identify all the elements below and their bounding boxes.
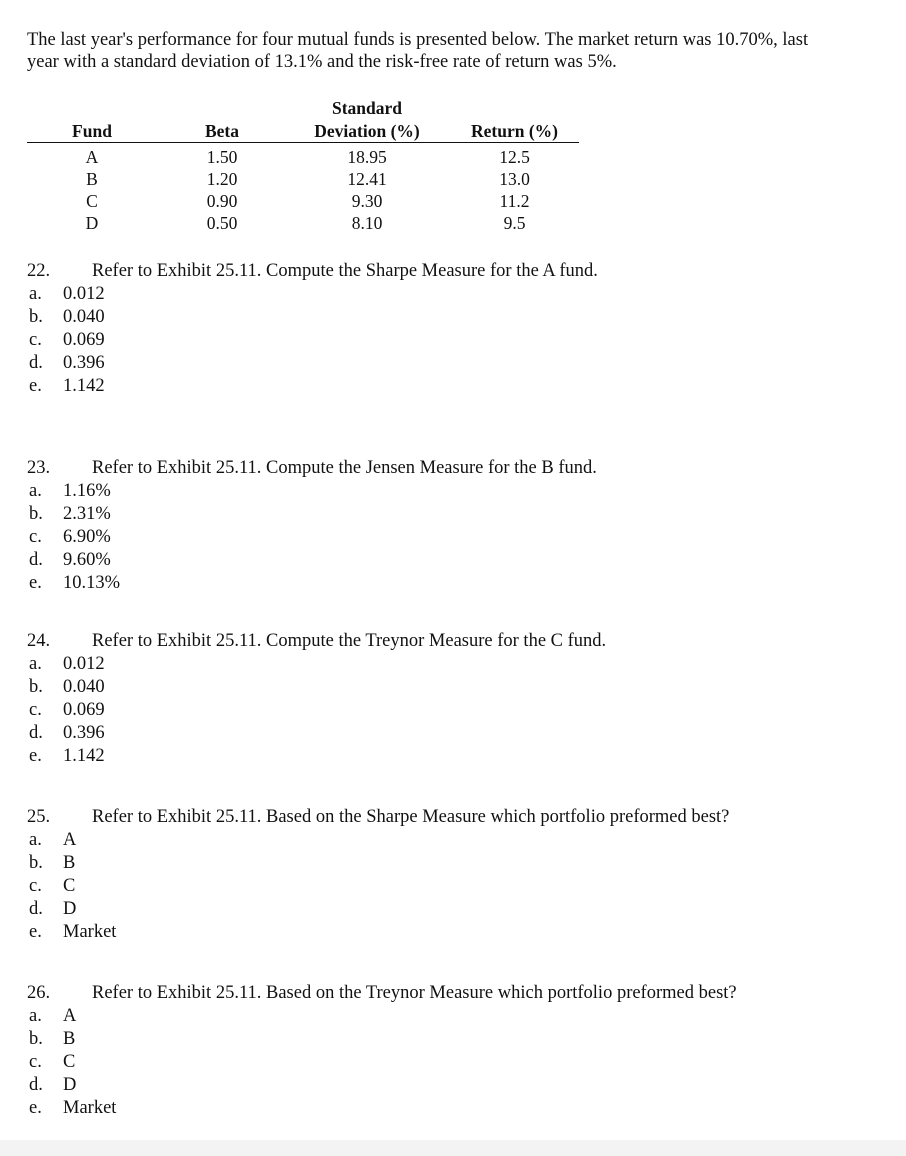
- option-letter: d.: [29, 723, 43, 743]
- header-divider: [27, 142, 579, 143]
- intro-paragraph: [27, 29, 877, 73]
- option-answer: A: [63, 830, 77, 850]
- header-sd-line-1: Standard: [331, 98, 403, 118]
- question-number: 26.: [27, 983, 51, 1003]
- option-answer: 0.069: [63, 700, 105, 720]
- option-answer: 0.012: [63, 654, 105, 674]
- option-letter: c.: [29, 1052, 42, 1072]
- option-answer: 2.31%: [63, 504, 111, 524]
- option-letter: a.: [29, 830, 42, 850]
- cell-return: 9.5: [503, 213, 526, 233]
- option-letter: b.: [29, 677, 43, 697]
- question-text: Refer to Exhibit 25.11. Based on the Sharpe Measure which portfolio preformed best?: [92, 807, 730, 827]
- question-number: 23.: [27, 458, 51, 478]
- option-answer: 10.13%: [63, 573, 121, 593]
- option-letter: e.: [29, 573, 42, 593]
- question-number: 24.: [27, 631, 51, 651]
- option-answer: B: [63, 853, 76, 873]
- option-answer: B: [63, 1029, 76, 1049]
- option-letter: d.: [29, 899, 43, 919]
- option-letter: e.: [29, 746, 42, 766]
- cell-sd: 9.30: [351, 191, 383, 211]
- cell-beta: 1.50: [206, 147, 238, 167]
- cell-sd: 8.10: [351, 213, 383, 233]
- option-answer: 1.16%: [63, 481, 111, 501]
- question-text: Refer to Exhibit 25.11. Compute the Treynor Measure for the C fund.: [92, 631, 607, 651]
- option-answer: 9.60%: [63, 550, 111, 570]
- cell-fund: C: [86, 191, 98, 211]
- option-letter: e.: [29, 376, 42, 396]
- intro-line-2: year with a standard deviation of 13.1% and the risk-free rate of return was 5%.: [27, 52, 617, 72]
- option-letter: c.: [29, 700, 42, 720]
- option-letter: e.: [29, 1098, 42, 1118]
- cell-beta: 0.50: [206, 213, 238, 233]
- option-letter: c.: [29, 330, 42, 350]
- cell-fund: B: [86, 169, 98, 189]
- cell-return: 12.5: [499, 147, 530, 167]
- question-number: 22.: [27, 261, 51, 281]
- option-letter: a.: [29, 1006, 42, 1026]
- header-fund: Fund: [72, 121, 112, 141]
- cell-return: 11.2: [499, 191, 530, 211]
- option-answer: 0.396: [63, 353, 105, 373]
- option-answer: 0.040: [63, 307, 105, 327]
- option-answer: A: [63, 1006, 77, 1026]
- cell-sd: 18.95: [347, 147, 387, 167]
- header-sd-line-2: Deviation (%): [314, 121, 420, 141]
- option-answer: 0.396: [63, 723, 105, 743]
- question-text: Refer to Exhibit 25.11. Compute the Jensen Measure for the B fund.: [92, 458, 597, 478]
- option-letter: c.: [29, 876, 42, 896]
- option-answer: 6.90%: [63, 527, 111, 547]
- option-letter: b.: [29, 1029, 43, 1049]
- option-letter: b.: [29, 504, 43, 524]
- option-answer: C: [63, 1052, 76, 1072]
- option-letter: d.: [29, 1075, 43, 1095]
- option-letter: d.: [29, 550, 43, 570]
- option-letter: d.: [29, 353, 43, 373]
- option-answer: 0.040: [63, 677, 105, 697]
- option-letter: e.: [29, 922, 42, 942]
- option-letter: a.: [29, 654, 42, 674]
- question-text: Refer to Exhibit 25.11. Based on the Treynor Measure which portfolio preformed best?: [92, 983, 737, 1003]
- option-letter: b.: [29, 307, 43, 327]
- intro-line-1: The last year's performance for four mutual funds is presented below. The market return was 10.70%, last: [27, 30, 809, 50]
- option-answer: D: [63, 899, 77, 919]
- question-number: 25.: [27, 807, 51, 827]
- option-letter: a.: [29, 481, 42, 501]
- cell-return: 13.0: [499, 169, 530, 189]
- option-answer: Market: [63, 1098, 117, 1118]
- option-letter: c.: [29, 527, 42, 547]
- cell-fund: D: [85, 213, 99, 233]
- option-answer: 1.142: [63, 376, 105, 396]
- option-answer: 1.142: [63, 746, 105, 766]
- header-return: Return (%): [471, 121, 558, 141]
- option-answer: Market: [63, 922, 117, 942]
- cell-beta: 0.90: [206, 191, 238, 211]
- cell-sd: 12.41: [347, 169, 387, 189]
- page-bottom-edge: [0, 1140, 906, 1156]
- option-answer: 0.069: [63, 330, 105, 350]
- cell-beta: 1.20: [206, 169, 238, 189]
- option-answer: D: [63, 1075, 77, 1095]
- header-beta: Beta: [204, 121, 240, 141]
- option-letter: a.: [29, 284, 42, 304]
- option-letter: b.: [29, 853, 43, 873]
- option-answer: C: [63, 876, 76, 896]
- cell-fund: A: [85, 147, 99, 167]
- option-answer: 0.012: [63, 284, 105, 304]
- question-text: Refer to Exhibit 25.11. Compute the Sharpe Measure for the A fund.: [92, 261, 598, 281]
